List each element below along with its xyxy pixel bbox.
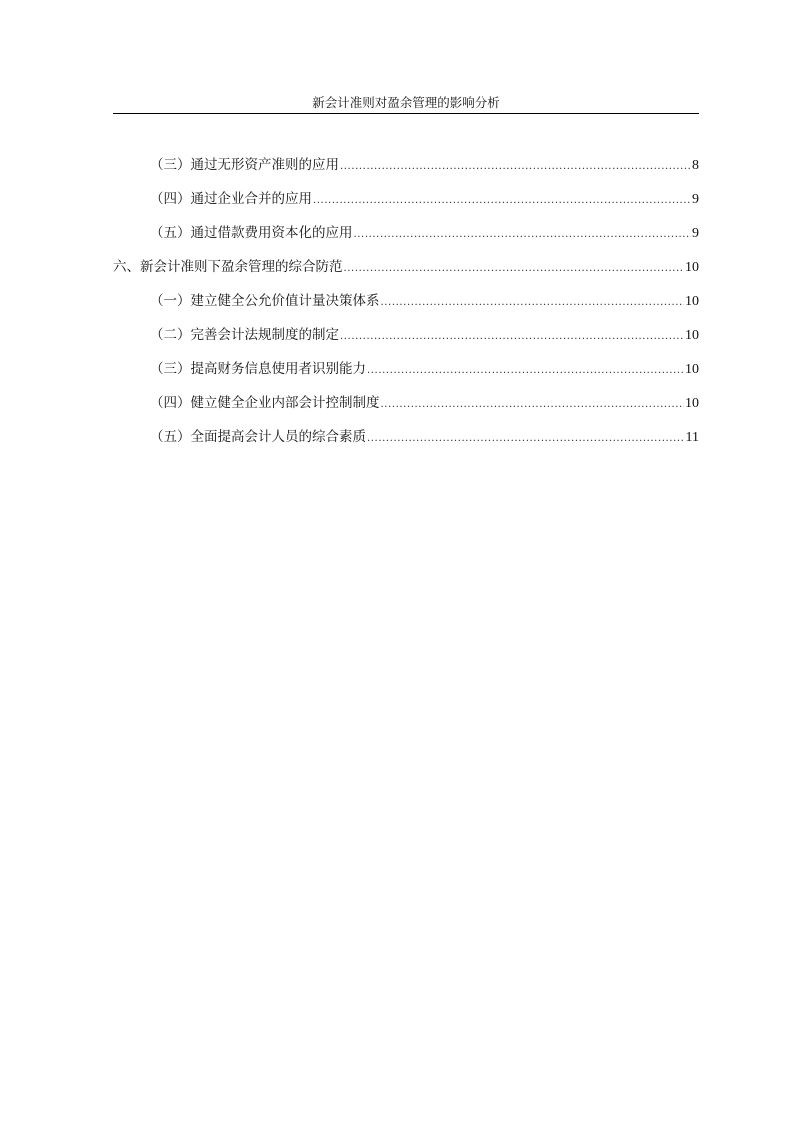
toc-entry[interactable] bbox=[113, 256, 699, 278]
toc-entry[interactable] bbox=[150, 222, 699, 244]
toc-entry[interactable] bbox=[150, 392, 699, 414]
toc-entry-label: （四）通过企业合并的应用 bbox=[150, 191, 312, 207]
toc-entry-label: （五）通过借款费用资本化的应用 bbox=[150, 225, 353, 241]
toc-dot-leader bbox=[340, 154, 691, 176]
toc-entry-page: 10 bbox=[685, 294, 699, 309]
toc-dot-leader bbox=[354, 222, 692, 244]
toc-entry-label: （四）健立健全企业内部会计控制制度 bbox=[150, 395, 380, 411]
toc-entry-label: （五）全面提高会计人员的综合素质 bbox=[150, 429, 366, 445]
toc-entry-page: 9 bbox=[692, 192, 699, 207]
toc-entry-label: 六、新会计准则下盈余管理的综合防范 bbox=[113, 259, 343, 275]
toc-entry-page: 10 bbox=[685, 396, 699, 411]
toc-entry-page: 11 bbox=[685, 430, 699, 445]
toc-entry-page: 10 bbox=[685, 362, 699, 377]
toc-entry[interactable] bbox=[150, 324, 699, 346]
toc-dot-leader bbox=[367, 358, 684, 380]
toc-entry[interactable] bbox=[150, 358, 699, 380]
toc-entry-page: 8 bbox=[692, 158, 699, 173]
running-header-title: 新会计准则对盈余管理的影响分析 bbox=[312, 95, 500, 110]
toc-dot-leader bbox=[344, 256, 685, 278]
toc-entry[interactable] bbox=[150, 426, 699, 448]
toc-entry[interactable] bbox=[150, 188, 699, 210]
toc-dot-leader bbox=[381, 290, 685, 312]
toc-dot-leader bbox=[381, 392, 685, 414]
toc-entry-page: 9 bbox=[692, 226, 699, 241]
toc-entry-label: （三）通过无形资产准则的应用 bbox=[150, 157, 339, 173]
toc-entry-label: （三）提高财务信息使用者识别能力 bbox=[150, 361, 366, 377]
toc-entry-label: （二）完善会计法规制度的制定 bbox=[150, 327, 339, 343]
toc-entry-label: （一）建立健全公允价值计量决策体系 bbox=[150, 293, 380, 309]
toc-entry[interactable] bbox=[150, 290, 699, 312]
toc-dot-leader bbox=[313, 188, 691, 210]
toc-dot-leader bbox=[367, 426, 685, 448]
toc-dot-leader bbox=[340, 324, 684, 346]
toc-entry-page: 10 bbox=[685, 260, 699, 275]
toc-entry[interactable] bbox=[150, 154, 699, 176]
toc-entry-page: 10 bbox=[685, 328, 699, 343]
